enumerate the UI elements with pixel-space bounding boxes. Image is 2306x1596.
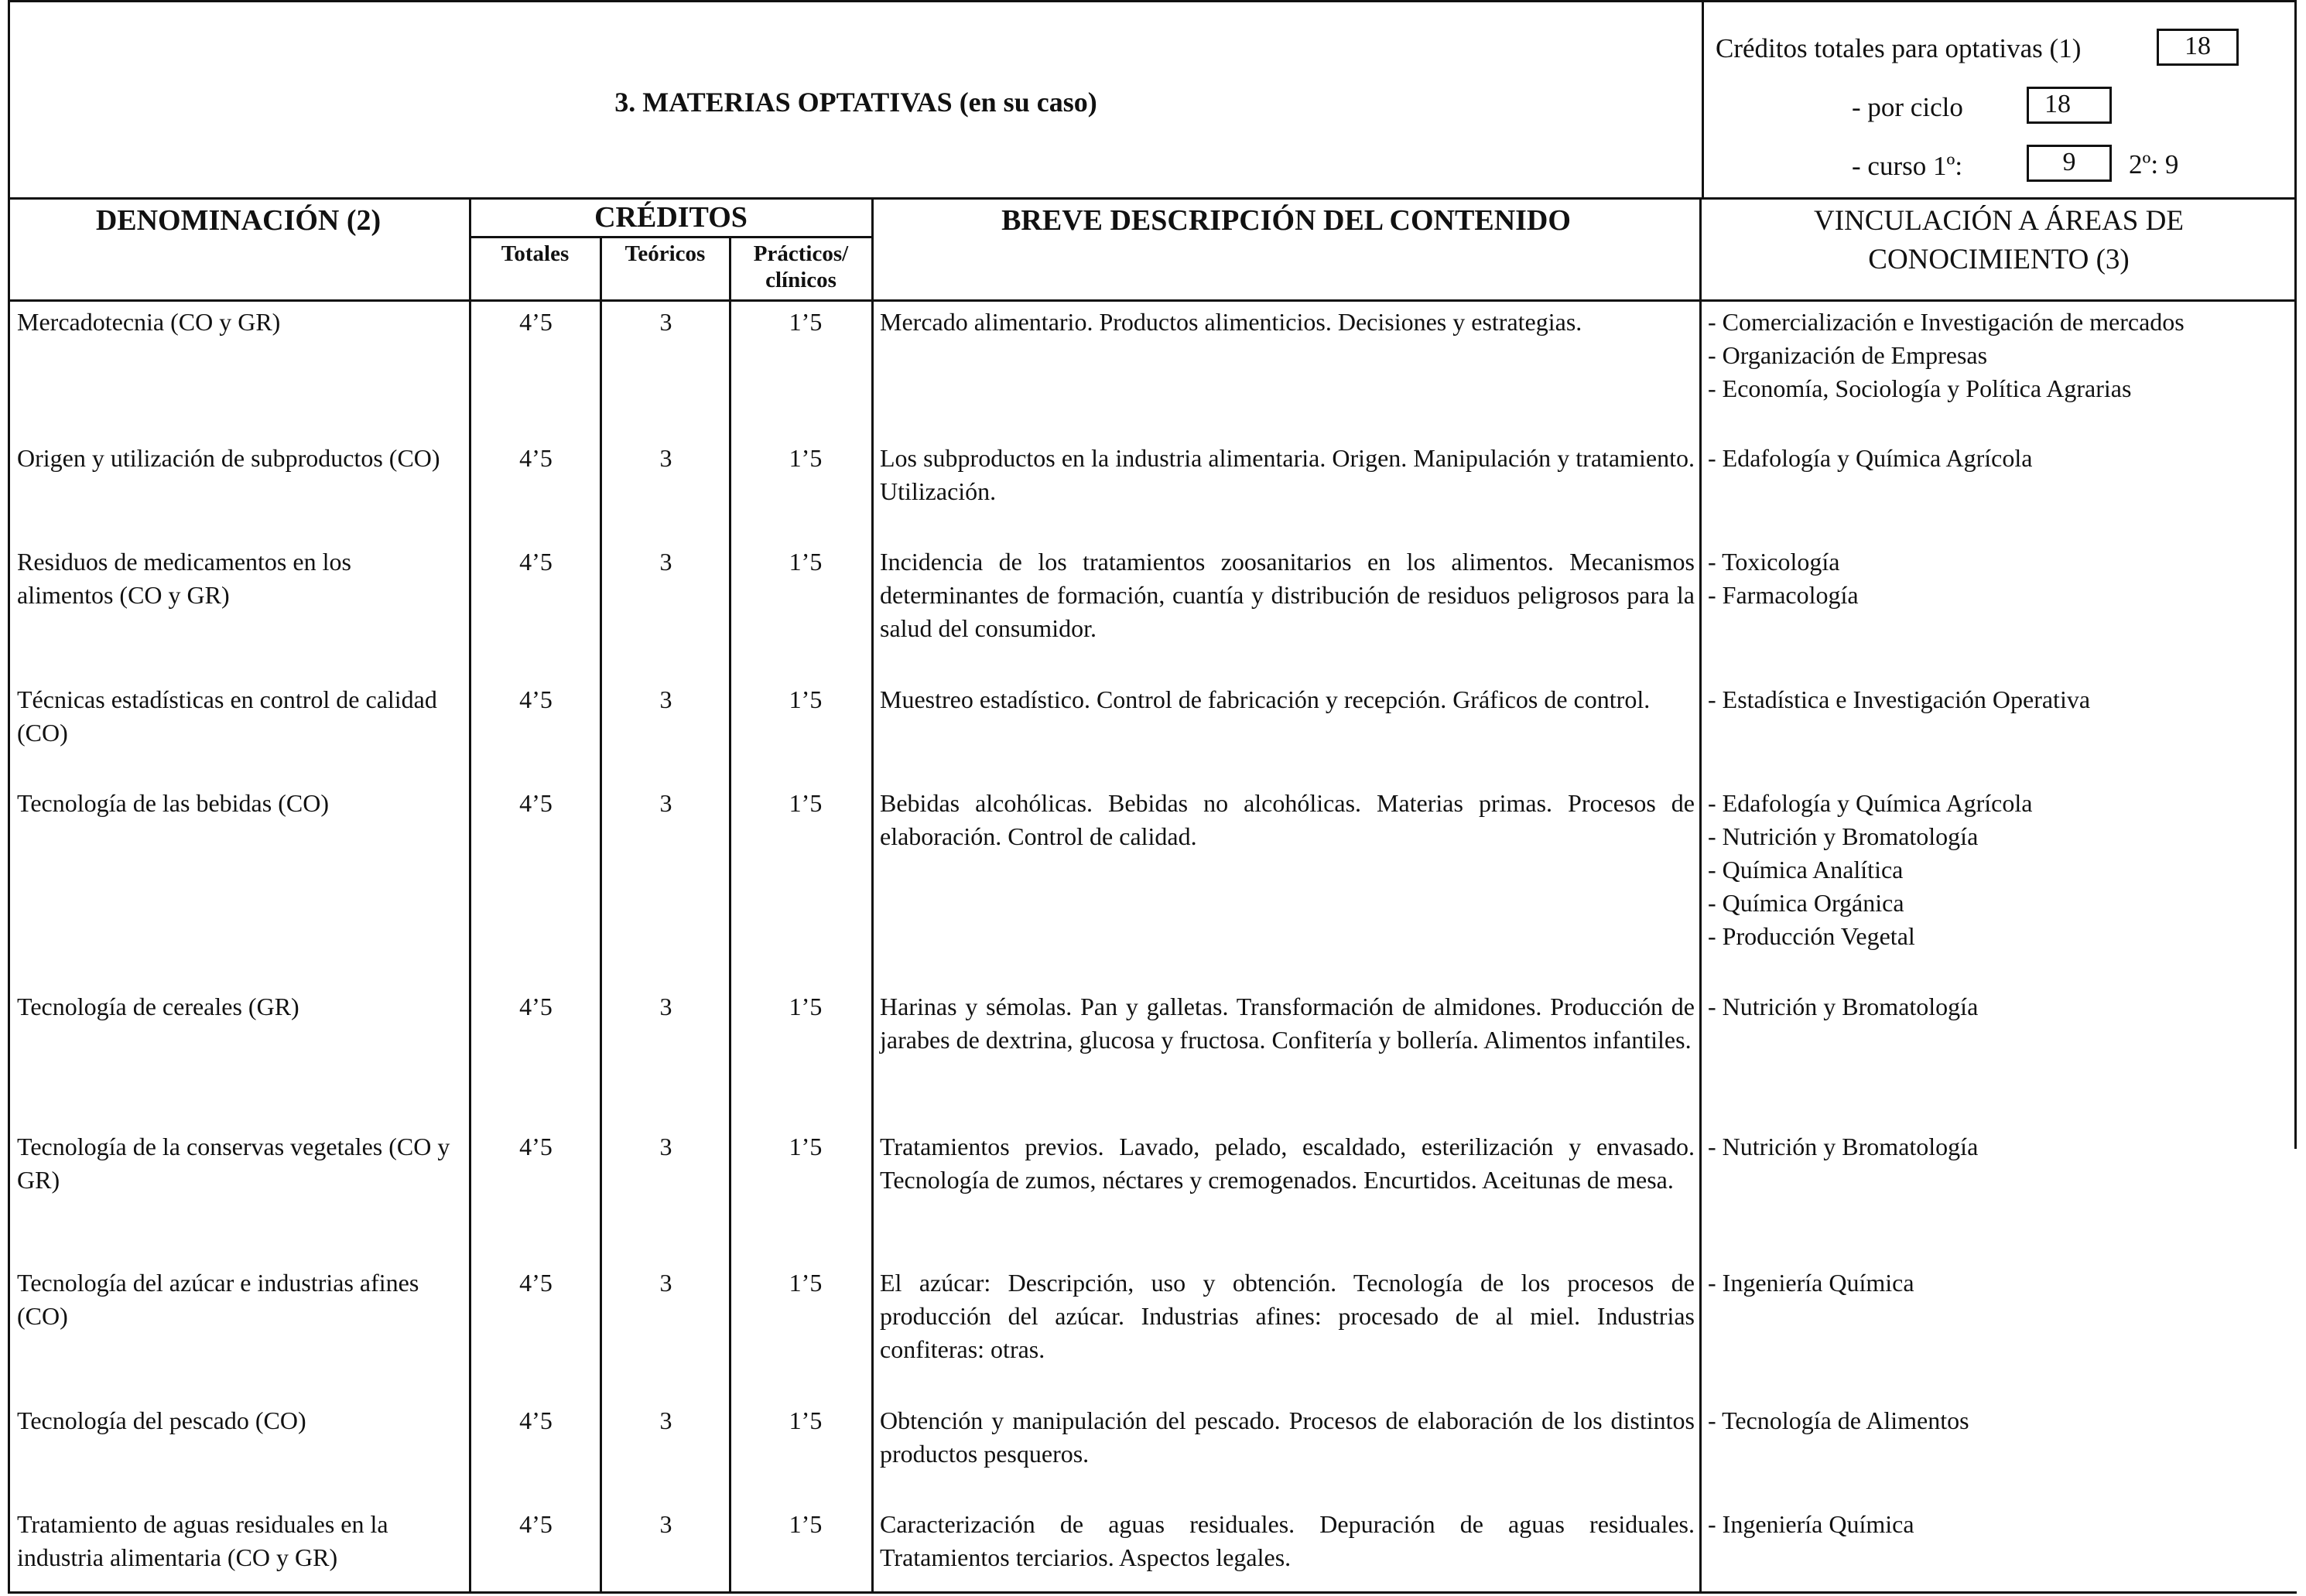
subject-name: Técnicas estadísticas en control de calidad (CO) [17, 685, 437, 747]
col-divider-desc [1699, 197, 1702, 1594]
knowledge-areas [1708, 1130, 2296, 1164]
subject-description: Caracterización de aguas residuales. Depuración de aguas residuales. Tratamientos terciarios. Aspectos legales. [880, 1510, 1695, 1571]
knowledge-areas [1708, 1266, 2296, 1300]
credits-teoricos: 3 [659, 789, 672, 817]
subject-description: El azúcar: Descripción, uso y obtención. Tecnología de los procesos de producción del azúcar. Industrias afines: procesado de al miel. Industrias confiteras: otras. [880, 1269, 1695, 1363]
area-item: - Edafología y Química Agrícola [1708, 789, 2033, 817]
credits-totales: 4’5 [519, 1133, 553, 1160]
col-divider-teoricos [729, 238, 731, 1594]
credits-totales: 4’5 [519, 993, 553, 1020]
area-item: - Producción Vegetal [1708, 922, 1915, 950]
per-cycle-box: 18 [2027, 87, 2112, 124]
credits-teoricos: 3 [659, 1510, 672, 1538]
header-vinculacion-line2: CONOCIMIENTO (3) [1868, 244, 2130, 275]
header-vinculacion-line1: VINCULACIÓN A ÁREAS DE [1814, 205, 2184, 237]
col-divider-practicos [871, 197, 874, 1594]
subject-description: Bebidas alcohólicas. Bebidas no alcohólicas. Materias primas. Procesos de elaboración. Control de calidad. [880, 789, 1695, 850]
subject-description: Muestreo estadístico. Control de fabricación y recepción. Gráficos de control. [880, 685, 1651, 713]
area-item: - Química Orgánica [1708, 889, 1904, 917]
subject-name: Tecnología de las bebidas (CO) [17, 789, 329, 817]
credits-practicos: 1’5 [789, 789, 823, 817]
area-item: - Estadística e Investigación Operativa [1708, 685, 2091, 713]
col-divider-totales [600, 238, 602, 1594]
credits-practicos: 1’5 [789, 685, 823, 713]
area-item: - Toxicología [1708, 548, 1840, 576]
credits-teoricos: 3 [659, 993, 672, 1020]
credits-practicos: 1’5 [789, 1133, 823, 1160]
knowledge-areas [1708, 306, 2296, 405]
knowledge-areas [1708, 990, 2296, 1024]
table-bottom-line [8, 1591, 2297, 1594]
subject-name: Tecnología de cereales (GR) [17, 993, 299, 1020]
area-item: - Nutrición y Bromatología [1708, 993, 1979, 1020]
area-item: - Organización de Empresas [1708, 341, 1988, 369]
header-vinculacion [1701, 202, 2297, 279]
credits-practicos: 1’5 [789, 1510, 823, 1538]
credits-totales: 4’5 [519, 1406, 553, 1434]
area-item: - Farmacología [1708, 581, 1859, 609]
subject-description: Los subproductos en la industria alimentaria. Origen. Manipulación y tratamiento. Utilización. [880, 444, 1695, 505]
col-divider-name [469, 197, 471, 1594]
credits-teoricos: 3 [659, 685, 672, 713]
credits-totales: 4’5 [519, 685, 553, 713]
knowledge-areas [1708, 1508, 2296, 1541]
subject-name: Tecnología del pescado (CO) [17, 1406, 306, 1434]
section-title: 3. MATERIAS OPTATIVAS (en su caso) [614, 87, 1097, 118]
subject-description: Harinas y sémolas. Pan y galletas. Transformación de almidones. Producción de jarabes de dextrina, glucosa y fructosa. Confitería y bollería. Alimentos infantiles. [880, 993, 1695, 1054]
subject-name: Residuos de medicamentos en los alimentos (CO y GR) [17, 548, 351, 609]
knowledge-areas [1708, 442, 2296, 475]
area-item: - Ingeniería Química [1708, 1510, 1914, 1538]
credits-totales: 4’5 [519, 308, 553, 336]
knowledge-areas [1708, 787, 2296, 953]
subject-description: Mercado alimentario. Productos alimenticios. Decisiones y estrategias. [880, 308, 1582, 336]
knowledge-areas [1708, 545, 2296, 612]
area-item: - Edafología y Química Agrícola [1708, 444, 2033, 472]
credits-total-box: 18 [2157, 29, 2239, 66]
credits-totales: 4’5 [519, 548, 553, 576]
header-creditos: CRÉDITOS [594, 201, 748, 234]
per-cycle-label: - por ciclo [1852, 92, 1963, 122]
credits-teoricos: 3 [659, 308, 672, 336]
subject-description: Obtención y manipulación del pescado. Procesos de elaboración de los distintos productos pesqueros. [880, 1406, 1695, 1468]
header-teoricos: Teóricos [624, 241, 706, 266]
header-block [8, 0, 2297, 200]
area-item: - Ingeniería Química [1708, 1269, 1914, 1297]
area-item: - Nutrición y Bromatología [1708, 1133, 1979, 1160]
area-item: - Tecnología de Alimentos [1708, 1406, 1969, 1434]
credits-teoricos: 3 [659, 444, 672, 472]
header-bottom-line [8, 299, 2297, 302]
credits-practicos: 1’5 [789, 444, 823, 472]
document-page [8, 0, 2297, 1594]
area-item: - Comercialización e Investigación de mercados [1708, 308, 2185, 336]
credits-practicos: 1’5 [789, 1406, 823, 1434]
course1-box: 9 [2027, 145, 2112, 182]
subject-name: Tecnología de la conservas vegetales (CO y GR) [17, 1133, 450, 1194]
credits-practicos: 1’5 [789, 308, 823, 336]
table-border-left [8, 197, 10, 1594]
subject-description: Tratamientos previos. Lavado, pelado, escaldado, esterilización y envasado. Tecnología de zumos, néctares y cremogenados. Encurtidos. Aceitunas de mesa. [880, 1133, 1695, 1194]
knowledge-areas [1708, 1404, 2296, 1437]
credits-teoricos: 3 [659, 1406, 672, 1434]
credits-practicos: 1’5 [789, 1269, 823, 1297]
credits-teoricos: 3 [659, 1133, 672, 1160]
subject-name: Mercadotecnia (CO y GR) [17, 308, 281, 336]
area-item: - Economía, Sociología y Política Agrarias [1708, 374, 2132, 402]
course2-text: 2º: 9 [2129, 149, 2179, 179]
header-practicos-line2: clínicos [765, 268, 837, 292]
credits-totales: 4’5 [519, 444, 553, 472]
header-practicos-line1: Prácticos/ [753, 241, 849, 266]
course-label: - curso 1º: [1852, 151, 1963, 181]
credits-teoricos: 3 [659, 548, 672, 576]
area-item: - Nutrición y Bromatología [1708, 822, 1979, 850]
area-item: - Química Analítica [1708, 856, 1904, 883]
credits-teoricos: 3 [659, 1269, 672, 1297]
header-totales: Totales [501, 241, 570, 266]
knowledge-areas [1708, 683, 2296, 716]
header-denominacion: DENOMINACIÓN (2) [95, 204, 381, 237]
credits-total-label: Créditos totales para optativas (1) [1716, 33, 2082, 63]
header-descripcion: BREVE DESCRIPCIÓN DEL CONTENIDO [1001, 204, 1571, 237]
subject-name: Tratamiento de aguas residuales en la industria alimentaria (CO y GR) [17, 1510, 388, 1571]
credits-totales: 4’5 [519, 789, 553, 817]
subject-description: Incidencia de los tratamientos zoosanitarios en los alimentos. Mecanismos determinantes de formación, cuantía y distribución de residuos peligrosos para la salud del consumidor. [880, 548, 1695, 642]
header-divider [1702, 2, 1704, 197]
credits-practicos: 1’5 [789, 548, 823, 576]
subject-name: Origen y utilización de subproductos (CO) [17, 444, 440, 472]
credits-totales: 4’5 [519, 1510, 553, 1538]
credits-practicos: 1’5 [789, 993, 823, 1020]
subject-name: Tecnología del azúcar e industrias afines (CO) [17, 1269, 419, 1330]
credits-totales: 4’5 [519, 1269, 553, 1297]
creditos-underline [469, 236, 873, 238]
header-practicos [730, 241, 871, 293]
